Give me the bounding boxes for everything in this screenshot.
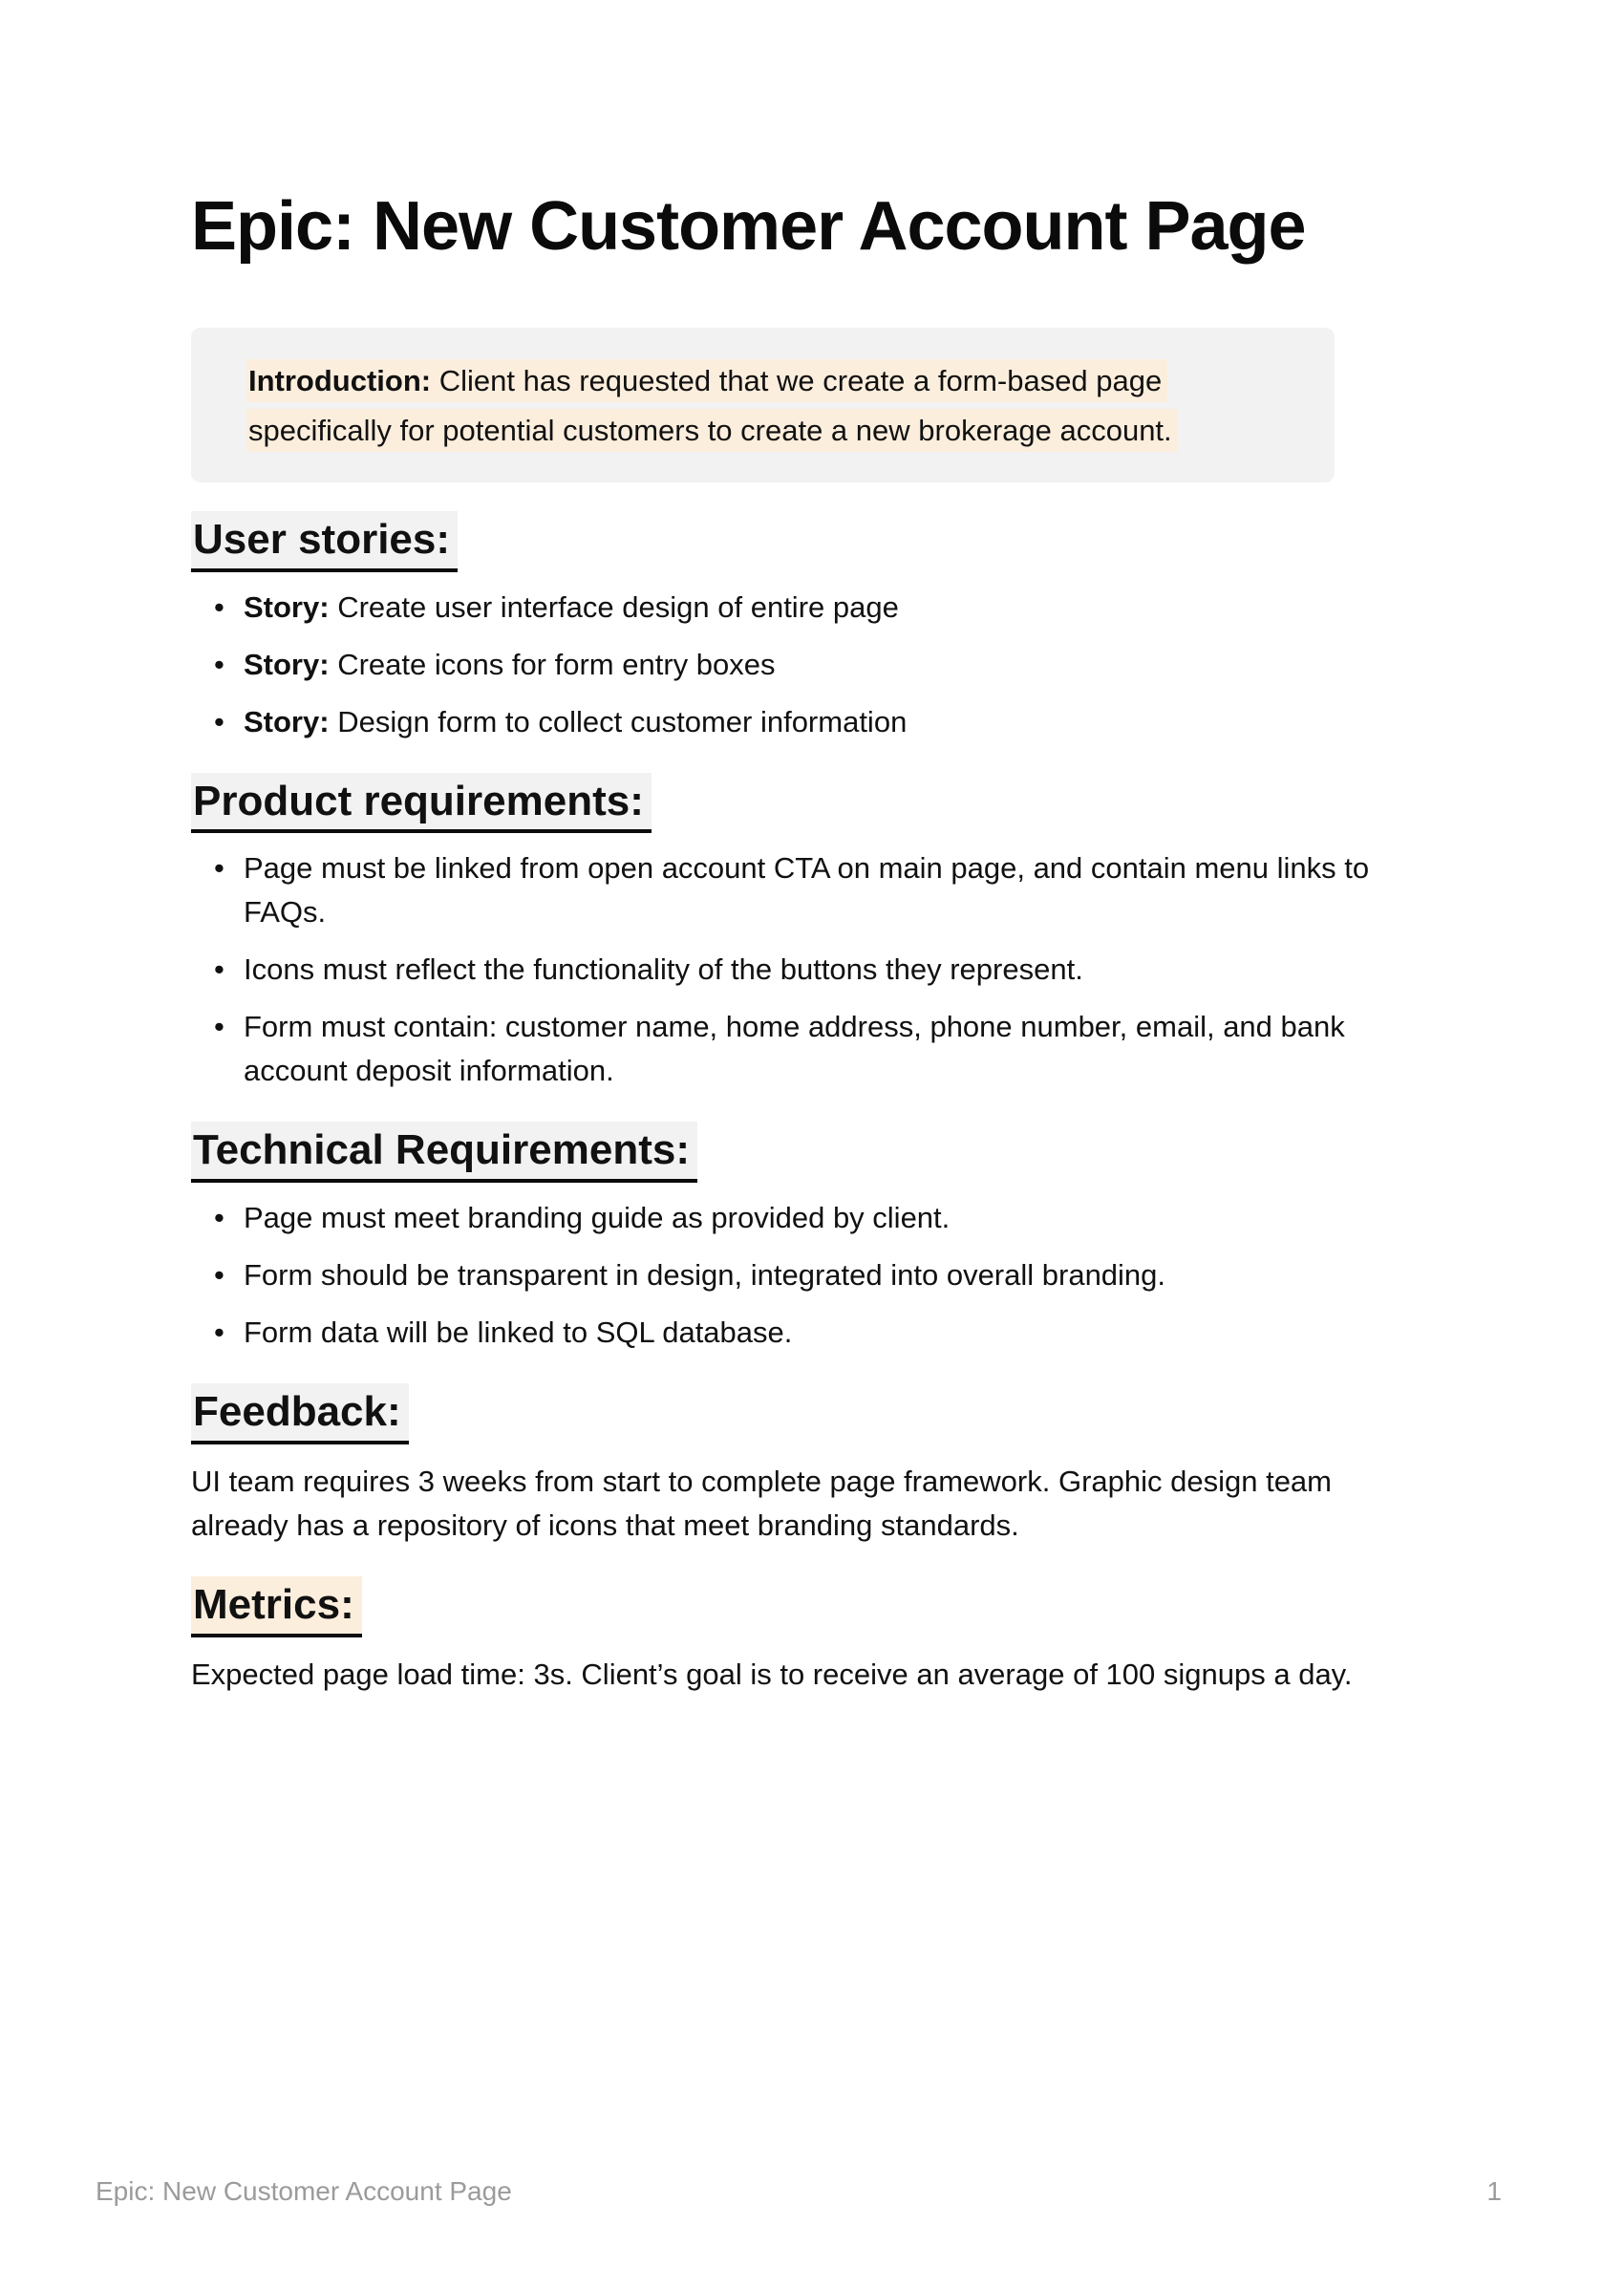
list-item: • Form must contain: customer name, home address, phone number, email, and bank account deposit information. bbox=[191, 1005, 1433, 1093]
section-user-stories bbox=[191, 511, 1433, 744]
intro-highlighted-text bbox=[246, 359, 1178, 452]
section-heading-text: Metrics: bbox=[191, 1576, 362, 1637]
list-item: • Form should be transparent in design, integrated into overall branding. bbox=[191, 1253, 1433, 1297]
list-item: • Story: Create user interface design of entire page bbox=[191, 586, 1433, 630]
document-body bbox=[0, 187, 1624, 1697]
intro-callout-box bbox=[191, 328, 1335, 482]
list-item: • Icons must reflect the functionality of the buttons they represent. bbox=[191, 948, 1433, 992]
list-item: • Story: Design form to collect customer information bbox=[191, 700, 1433, 744]
section-heading-feedback bbox=[191, 1383, 1433, 1444]
list-item-lead: Story: bbox=[244, 704, 330, 738]
section-metrics bbox=[191, 1576, 1433, 1697]
section-product-requirements bbox=[191, 773, 1433, 1094]
section-heading-text: Feedback: bbox=[191, 1383, 409, 1444]
user-stories-list bbox=[191, 586, 1433, 744]
metrics-paragraph: Expected page load time: 3s. Client’s goal is to receive an average of 100 signups a day. bbox=[191, 1657, 1353, 1691]
footer-document-title: Epic: New Customer Account Page bbox=[96, 2176, 512, 2206]
section-heading-text: Technical Requirements: bbox=[191, 1122, 697, 1183]
list-item-lead: Story: bbox=[244, 647, 330, 681]
intro-text: Client has requested that we create a form-based page specifically for potential customers to create a new brokerage account. bbox=[248, 363, 1172, 447]
feedback-paragraph: UI team requires 3 weeks from start to complete page framework. Graphic design team already has a repository of icons that meet branding standards. bbox=[191, 1464, 1332, 1542]
section-heading-text: Product requirements: bbox=[191, 773, 652, 834]
section-heading-metrics bbox=[191, 1576, 1433, 1637]
footer-page-number: 1 bbox=[1486, 2176, 1502, 2206]
section-heading-text: User stories: bbox=[191, 511, 458, 572]
page-title: Epic: New Customer Account Page bbox=[191, 188, 1306, 265]
section-heading-technical-requirements bbox=[191, 1122, 1433, 1183]
section-heading-user-stories bbox=[191, 511, 1433, 572]
page-footer bbox=[96, 2176, 1502, 2207]
list-item: • Story: Create icons for form entry boxes bbox=[191, 643, 1433, 687]
list-item: • Page must meet branding guide as provided by client. bbox=[191, 1196, 1433, 1240]
section-heading-product-requirements bbox=[191, 773, 1433, 834]
section-technical-requirements bbox=[191, 1122, 1433, 1355]
section-feedback bbox=[191, 1383, 1433, 1548]
list-item: • Page must be linked from open account CTA on main page, and contain menu links to FAQs. bbox=[191, 846, 1433, 934]
list-item-lead: Story: bbox=[244, 589, 330, 624]
technical-requirements-list bbox=[191, 1196, 1433, 1355]
product-requirements-list bbox=[191, 846, 1433, 1093]
list-item: • Form data will be linked to SQL database. bbox=[191, 1311, 1433, 1355]
intro-label: Introduction: bbox=[248, 363, 432, 397]
